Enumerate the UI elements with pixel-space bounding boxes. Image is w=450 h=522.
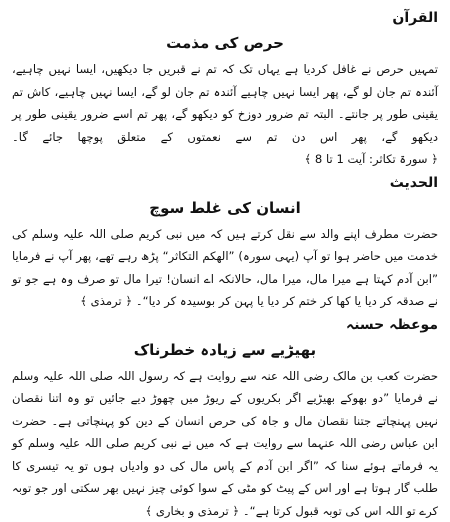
section-label: الحدیث <box>12 173 438 193</box>
section-body <box>12 365 438 522</box>
section-heading: حرص کی مذمت <box>12 32 438 54</box>
section-hadith <box>12 173 438 313</box>
section-heading: بھیڑیے سے زیادہ خطرناک <box>12 339 438 361</box>
body-text: تمہیں حرص نے غافل کردیا ہے یہاں تک کہ تم نے قبریں جا دیکھیں، ایسا نہیں چاہیے، آئندہ تم جان لو گے، پھر ایسا نہیں چاہیے آئندہ تم جان لو گے، ایسا نہیں چاہیے، کاش تم یقینی طور پر جانتے۔ البتہ تم ضرور دوزخ کو دیکھو گے، پھر تم اسے ضرور یقینی طور پر دیکھو گے، پھر اس دن تم سے نعمتوں کے متعلق پوچھا جائے گا۔ <box>12 62 438 144</box>
body-text: حضرت کعب بن مالک رضی اللہ عنہ سے روایت ہے کہ رسول اللہ صلی اللہ علیہ وسلم نے فرمایا ”دو بھوکے بھیڑیے اگر بکریوں کے ریوڑ میں چھوڑ دیے جائیں تو وہ اتنا نقصان نہیں پہنچاتے جتنا نقصان مال و جاہ کی حرص انسان کے دین کو پہنچاتی ہے۔ حضرت ابن عباس رضی اللہ عنہما سے روایت ہے کہ میں نے نبی کریم صلی اللہ علیہ وسلم کو یہ فرماتے ہوئے سنا کہ ”اگر ابن آدم کے پاس مال کی دو وادیاں ہوں تو یہ تیسری کا طلب گار ہوتا ہے اور اس کے پیٹ کو مٹی کے سوا کوئی چیز نہیں بھر سکتی اور جو توبہ کرے تو اللہ اس کی توبہ قبول کرتا ہے“۔ <box>12 369 438 518</box>
section-label: القرآن <box>12 8 438 28</box>
reference: ﴿ سورۃ تکاثر: آیت 1 تا 8 ﴾ <box>304 152 438 166</box>
section-heading: انسان کی غلط سوچ <box>12 197 438 219</box>
section-body <box>12 223 438 313</box>
reference: ﴿ ترمذی و بخاری ﴾ <box>145 504 239 518</box>
reference: ﴿ ترمذی ﴾ <box>80 294 132 308</box>
section-mauiza <box>12 315 438 522</box>
body-text: حضرت مطرف اپنے والد سے نقل کرتے ہیں کہ میں نبی کریم صلی اللہ علیہ وسلم کی خدمت میں حاضر ہوا تو آپ (یہی سورہ) ”الھکم التکاثر“ پڑھ رہے تھے، پھر آپ نے فرمایا ”ابن آدم کہتا ہے میرا مال، میرا مال، حالانکہ اے انسان! تیرا مال تو صرف وہ ہے جو تو نے صدقہ کر دیا یا کھا کر ختم کر دیا یا پہن کر بوسیدہ کر دیا“۔ <box>12 227 438 309</box>
section-body <box>12 58 438 171</box>
section-label: موعظہ حسنہ <box>12 315 438 335</box>
section-quran <box>12 8 438 171</box>
